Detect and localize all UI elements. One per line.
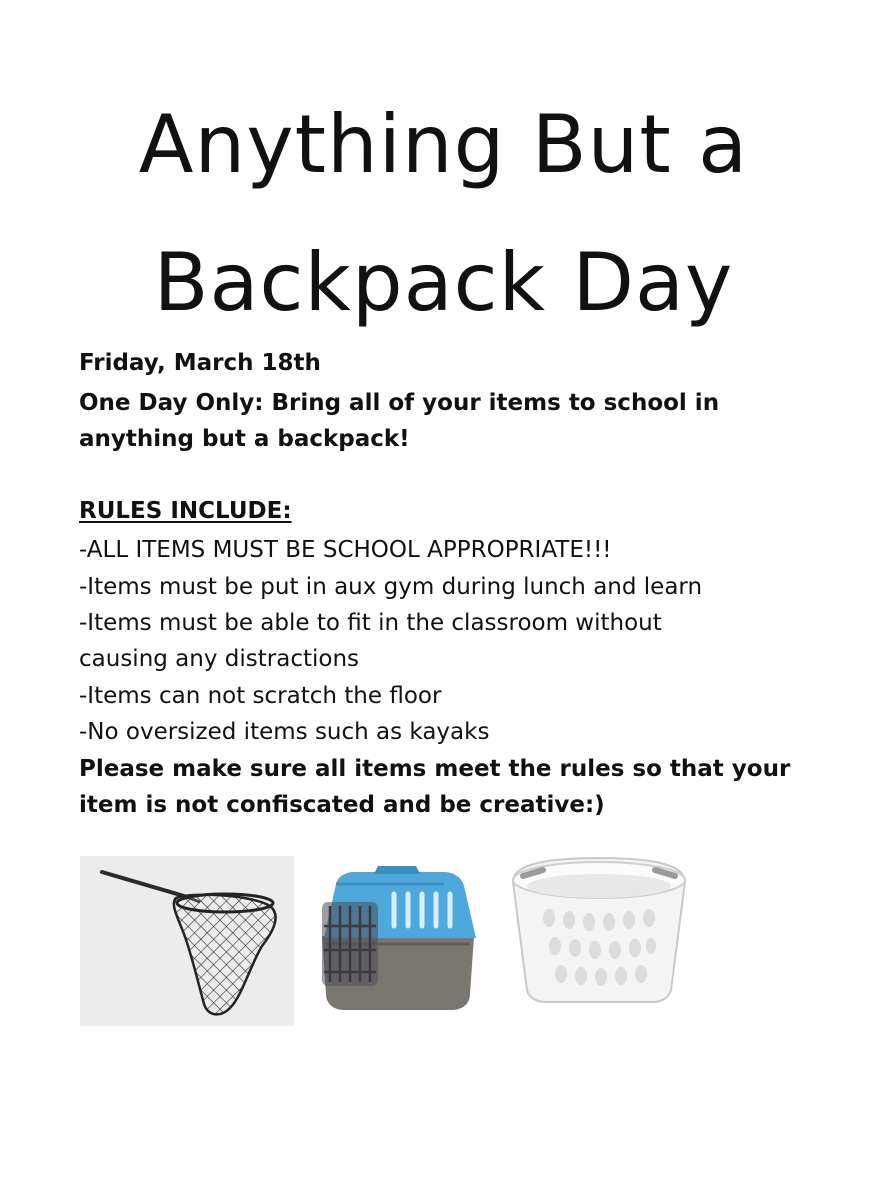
event-date: Friday, March 18th bbox=[79, 350, 321, 376]
rule-item: -Items can not scratch the floor bbox=[79, 683, 442, 709]
rule-item: -ALL ITEMS MUST BE SCHOOL APPROPRIATE!!! bbox=[79, 537, 612, 563]
pet-carrier-icon bbox=[312, 866, 484, 1016]
intro-line-1: One Day Only: Bring all of your items to school in bbox=[79, 390, 720, 416]
pet-carrier-image bbox=[312, 866, 484, 1016]
intro-line-2: anything but a backpack! bbox=[79, 426, 410, 452]
laundry-basket-image bbox=[505, 852, 693, 1004]
closing-line-1: Please make sure all items meet the rules so that your bbox=[79, 756, 791, 782]
rule-item: -No oversized items such as kayaks bbox=[79, 719, 490, 745]
fishing-net-image bbox=[80, 856, 294, 1026]
poster-title-line-2: Backpack Day bbox=[153, 236, 734, 329]
rule-item: -Items must be put in aux gym during lunch and learn bbox=[79, 574, 703, 600]
closing-line-2: item is not confiscated and be creative:) bbox=[79, 792, 605, 818]
fishing-net-icon bbox=[80, 856, 294, 1026]
rules-heading: RULES INCLUDE: bbox=[79, 498, 292, 524]
rule-item: -Items must be able to fit in the classroom without bbox=[79, 610, 662, 636]
poster-title-line-1: Anything But a bbox=[138, 98, 749, 191]
rule-item-continued: causing any distractions bbox=[79, 646, 359, 672]
laundry-basket-icon bbox=[505, 852, 693, 1004]
